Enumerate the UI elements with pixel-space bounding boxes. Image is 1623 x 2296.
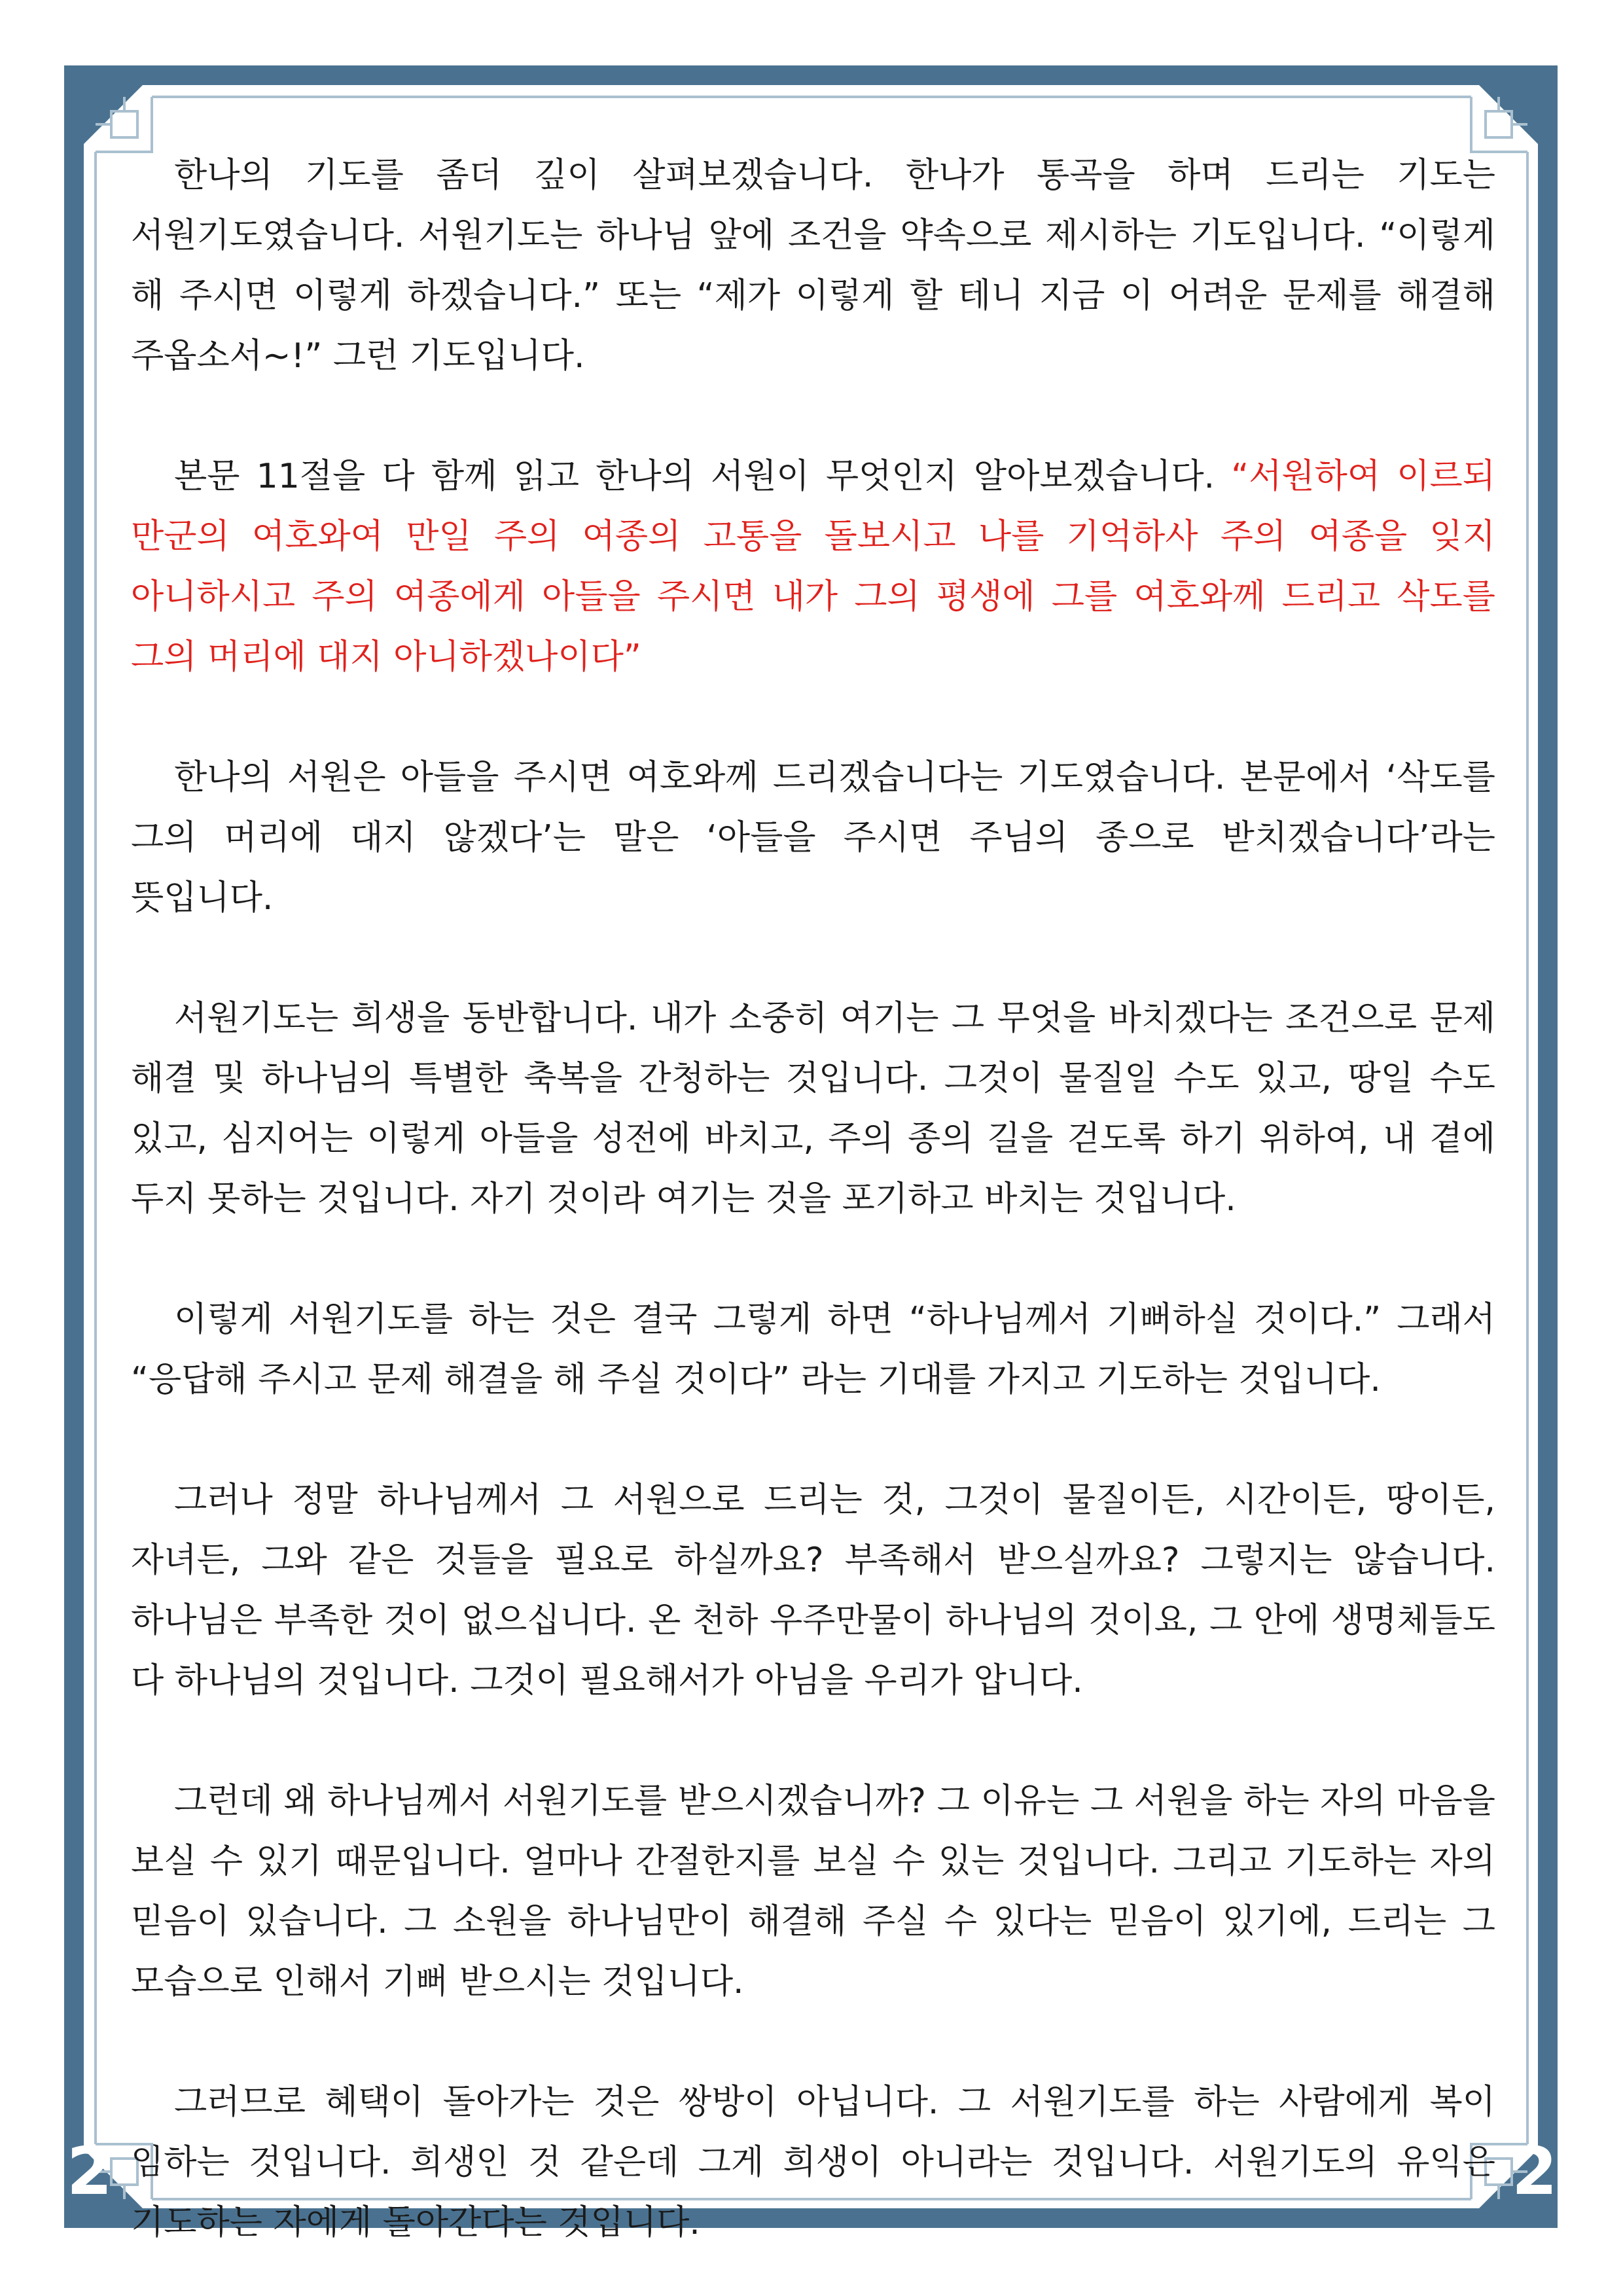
page-number-left: 2 [67, 2133, 113, 2210]
paragraph-4: 서원기도는 희생을 동반합니다. 내가 소중히 여기는 그 무엇을 바치겠다는 조건으로 문제 해결 및 하나님의 특별한 축복을 간청하는 것입니다. 그것이 물질일 수도 있고, 땅일 수도 있고, 심지어는 이렇게 아들을 성전에 바치고, 주의 종의 길을 걷도록 하기 위하여, 내 곁에 두지 못하는 것입니다. 자기 것이라 여기는 것을 포기하고 바치는 것입니다. [131, 999, 1495, 1219]
paragraph-2-intro: 본문 11절을 다 함께 읽고 한나의 서원이 무엇인지 알아보겠습니다. [174, 457, 1232, 496]
paragraph-8: 그러므로 혜택이 돌아가는 것은 쌍방이 아닙니다. 그 서원기도를 하는 사람에게 복이 임하는 것입니다. 희생인 것 같은데 그게 희생이 아니라는 것입니다. 서원기도의 유익은 기도하는 자에게 돌아간다는 것입니다. [131, 2083, 1495, 2242]
paragraph-2 [131, 446, 1495, 687]
paragraph-7: 그런데 왜 하나님께서 서원기도를 받으시겠습니까? 그 이유는 그 서원을 하는 자의 마음을 보실 수 있기 때문입니다. 얼마나 간절한지를 보실 수 있는 것입니다. 그리고 기도하는 자의 믿음이 있습니다. 그 소원을 하나님만이 해결해 주실 수 있다는 믿음이 있기에, 드리는 그 모습으로 인해서 기뻐 받으시는 것입니다. [131, 1782, 1495, 2001]
page-number-right: 2 [1512, 2133, 1558, 2210]
paragraph-3: 한나의 서원은 아들을 주시면 여호와께 드리겠습니다는 기도였습니다. 본문에서 ‘삭도를 그의 머리에 대지 않겠다’는 말은 ‘아들을 주시면 주님의 종으로 받치겠습니다’라는 뜻입니다. [131, 758, 1495, 918]
paragraph-5: 이렇게 서원기도를 하는 것은 결국 그렇게 하면 “하나님께서 기뻐하실 것이다.” 그래서 “응답해 주시고 문제 해결을 해 주실 것이다” 라는 기대를 가지고 기도하는 것입니다. [131, 1300, 1495, 1399]
document-body [131, 145, 1495, 2253]
scripture-quote: “서원하여 이르되 만군의 여호와여 만일 주의 여종의 고통을 돌보시고 나를 기억하사 주의 여종을 잊지 아니하시고 주의 여종에게 아들을 주시면 내가 그의 평생에 그를 여호와께 드리고 삭도를 그의 머리에 대지 아니하겠나이다” [131, 457, 1495, 677]
paragraph-1: 한나의 기도를 좀더 깊이 살펴보겠습니다. 한나가 통곡을 하며 드리는 기도는 서원기도였습니다. 서원기도는 하나님 앞에 조건을 약속으로 제시하는 기도입니다. “이렇게 해 주시면 이렇게 하겠습니다.” 또는 “제가 이렇게 할 테니 지금 이 어려운 문제를 해결해 주옵소서~!” 그런 기도입니다. [131, 156, 1495, 376]
paragraph-6: 그러나 정말 하나님께서 그 서원으로 드리는 것, 그것이 물질이든, 시간이든, 땅이든, 자녀든, 그와 같은 것들을 필요로 하실까요? 부족해서 받으실까요? 그렇지는 않습니다. 하나님은 부족한 것이 없으십니다. 온 천하 우주만물이 하나님의 것이요, 그 안에 생명체들도 다 하나님의 것입니다. 그것이 필요해서가 아님을 우리가 압니다. [131, 1480, 1495, 1700]
